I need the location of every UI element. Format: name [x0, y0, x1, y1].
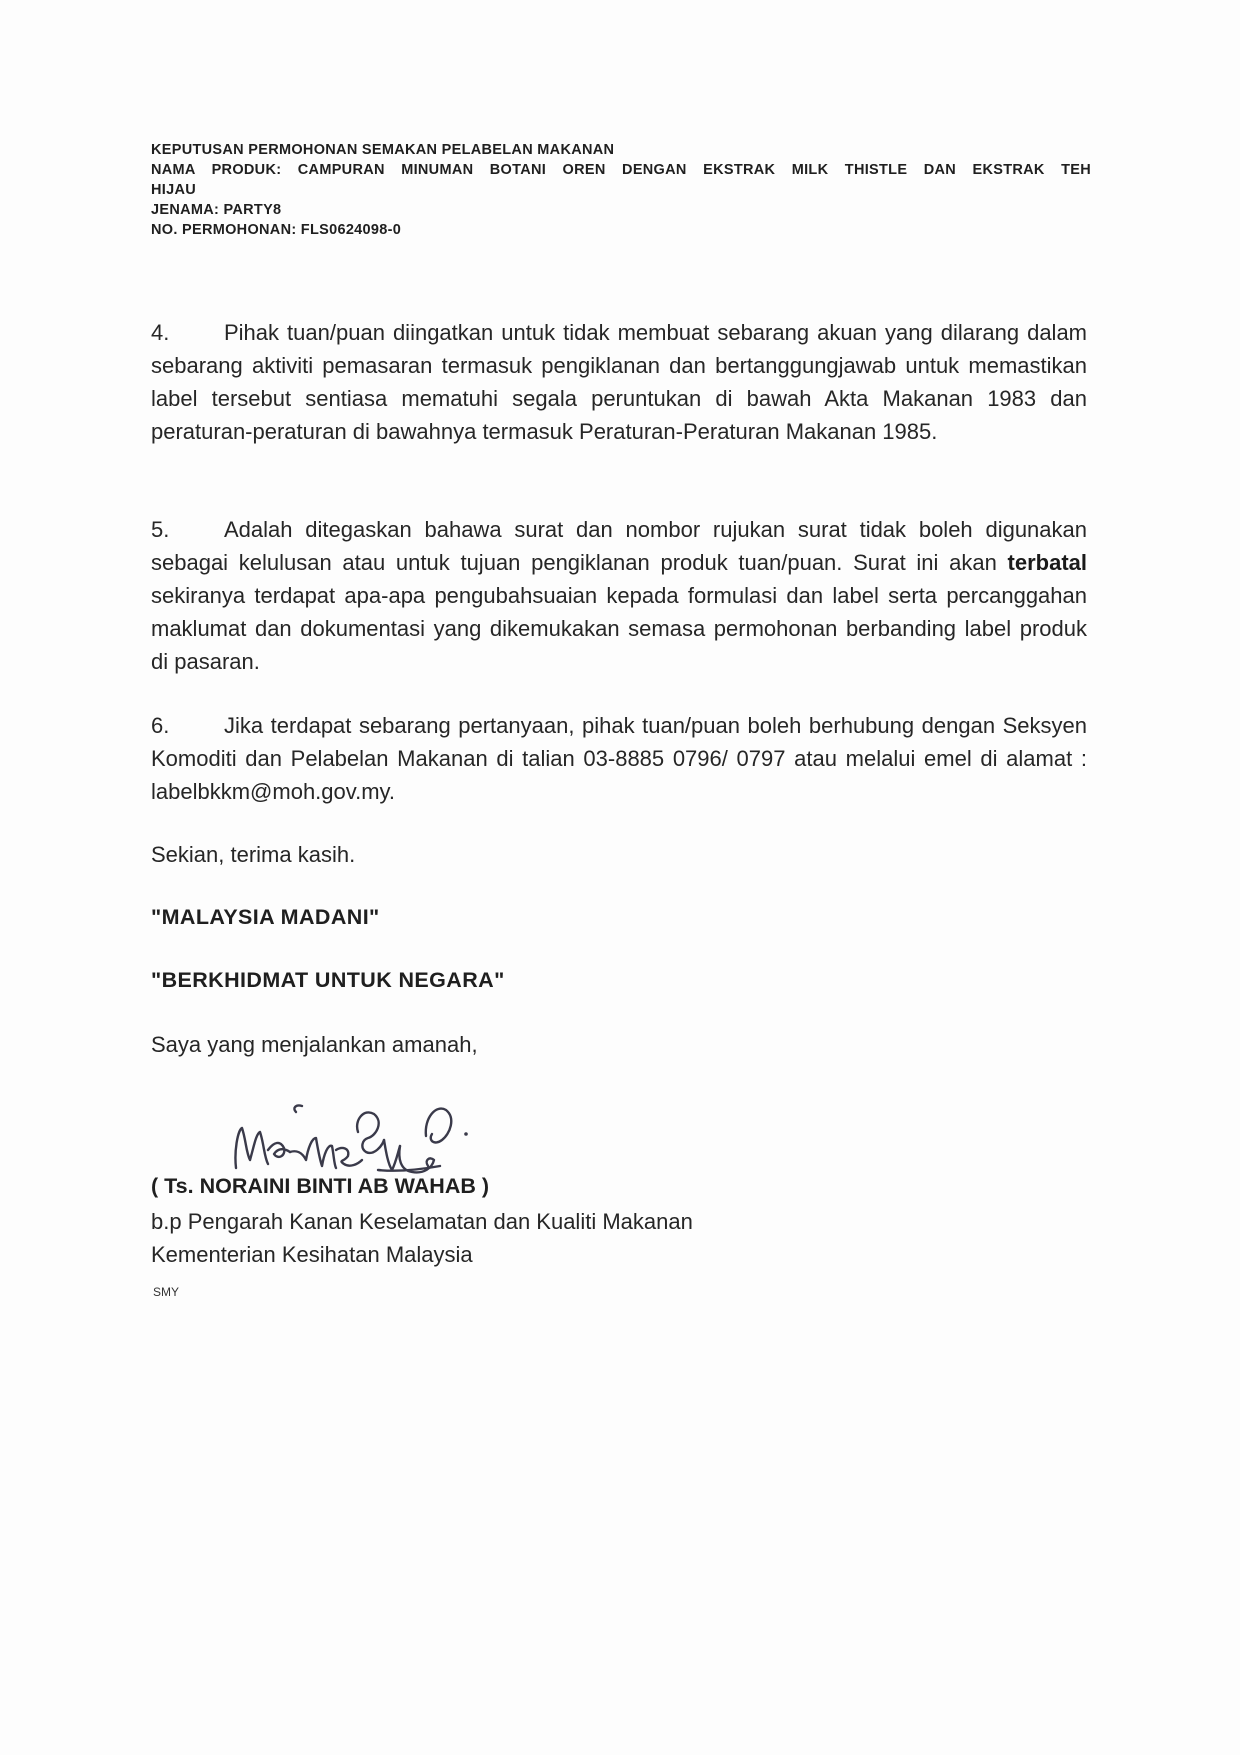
paragraph-text: Pihak tuan/puan diingatkan untuk tidak membuat sebarang akuan yang dilarang dalam sebarang aktiviti pemasaran termasuk pengiklanan dan bertanggungjawab untuk memastikan label tersebut sentiasa mematuhi segala peruntukan di bawah Akta Makanan 1983 dan peraturan-peraturan di bawahnya termasuk Peraturan-Peraturan Makanan 1985.	[151, 320, 1087, 444]
paragraph-number: 4.	[151, 320, 170, 345]
paragraph-6	[151, 709, 1087, 808]
signatory-title: b.p Pengarah Kanan Keselamatan dan Kualiti Makanan	[151, 1209, 693, 1234]
motto-malaysia-madani: "MALAYSIA MADANI"	[151, 905, 380, 929]
reference-subject: KEPUTUSAN PERMOHONAN SEMAKAN PELABELAN MAKANAN	[151, 142, 615, 158]
reference-product-name-cont: HIJAU	[151, 182, 197, 198]
paragraph-text: Jika terdapat sebarang pertanyaan, pihak tuan/puan boleh berhubung dengan Seksyen Komoditi dan Pelabelan Makanan di talian 03-8885 0796/ 0797 atau melalui emel di alamat : labelbkkm@moh.gov.my.	[151, 713, 1087, 804]
initials: SMY	[153, 1285, 180, 1299]
paragraph-text: Adalah ditegaskan bahawa surat dan nombor rujukan surat tidak boleh digunakan sebagai kelulusan atau untuk tujuan pengiklanan produk tuan/puan. Surat ini akan	[151, 517, 1087, 575]
amanah-text: Saya yang menjalankan amanah,	[151, 1032, 478, 1057]
reference-block	[151, 140, 1091, 240]
emphasis-terbatal: terbatal	[1007, 550, 1087, 575]
reference-product-name: NAMA PRODUK: CAMPURAN MINUMAN BOTANI OREN DENGAN EKSTRAK MILK THISTLE DAN EKSTRAK TEH	[151, 162, 1091, 178]
paragraph-5	[151, 513, 1087, 678]
paragraph-number: 5.	[151, 517, 170, 542]
reference-application-number: NO. PERMOHONAN: FLS0624098-0	[151, 222, 402, 238]
closing-text: Sekian, terima kasih.	[151, 842, 356, 867]
paragraph-number: 6.	[151, 713, 170, 738]
signatory-ministry: Kementerian Kesihatan Malaysia	[151, 1242, 473, 1267]
reference-brand: JENAMA: PARTY8	[151, 202, 282, 218]
motto-berkhidmat: "BERKHIDMAT UNTUK NEGARA"	[151, 968, 505, 992]
paragraph-4	[151, 316, 1087, 448]
paragraph-text-cont: sekiranya terdapat apa-apa pengubahsuaian kepada formulasi dan label serta percanggahan maklumat dan dokumentasi yang dikemukakan semasa permohonan berbanding label produk di pasaran.	[151, 583, 1087, 674]
signatory-name: ( Ts. NORAINI BINTI AB WAHAB )	[151, 1174, 490, 1198]
